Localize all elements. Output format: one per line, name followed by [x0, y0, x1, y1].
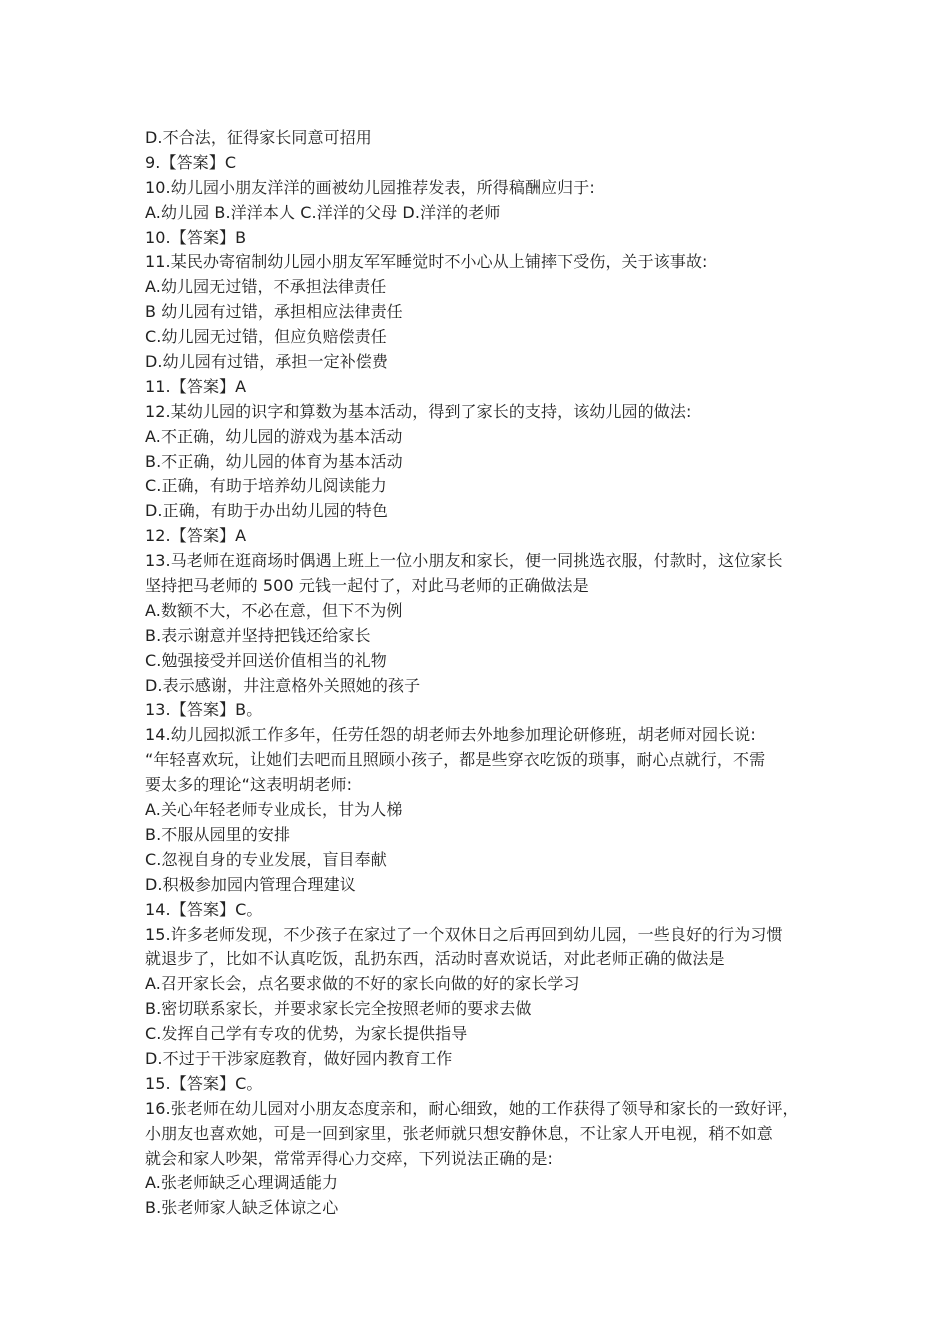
- text-line: 小朋友也喜欢她，可是一回到家里，张老师就只想安静休息，不让家人开电视，稍不如意: [145, 1123, 773, 1143]
- text-line: 就会和家人吵架，常常弄得心力交瘁，下列说法正确的是:: [145, 1148, 553, 1168]
- text-line: 就退步了，比如不认真吃饭，乱扔东西，活动时喜欢说话，对此老师正确的做法是: [145, 949, 725, 969]
- text-line: 10.【答案】B: [145, 227, 247, 247]
- text-line: A.数额不大，不必在意，但下不为例: [145, 600, 403, 620]
- text-line: B.表示谢意并坚持把钱还给家长: [145, 625, 371, 645]
- text-line: C.幼儿园无过错，但应负赔偿责任: [145, 327, 387, 347]
- text-line: 14.【答案】C。: [145, 899, 263, 919]
- text-line: 13.【答案】B。: [145, 700, 263, 720]
- text-line: 10.幼儿园小朋友洋洋的画被幼儿园推荐发表，所得稿酬应归于:: [145, 177, 595, 197]
- text-line: 坚持把马老师的 500 元钱一起付了，对此马老师的正确做法是: [145, 576, 589, 596]
- text-line: D.积极参加园内管理合理建议: [145, 874, 356, 894]
- text-line: C.勉强接受并回送价值相当的礼物: [145, 650, 387, 670]
- document-body: [145, 126, 815, 1221]
- text-line: 12.【答案】A: [145, 526, 247, 546]
- text-line: 要太多的理论“这表明胡老师:: [145, 775, 353, 795]
- text-line: C.忽视自身的专业发展，盲目奉献: [145, 849, 387, 869]
- text-line: B.不正确，幼儿园的体育为基本活动: [145, 451, 403, 471]
- text-line: 13.马老师在逛商场时偶遇上班上一位小朋友和家长，便一同挑选衣服，付款时，这位家长: [145, 551, 783, 571]
- text-line: C.发挥自己学有专攻的优势，为家长提供指导: [145, 1024, 468, 1044]
- text-line: 11.【答案】A: [145, 376, 247, 396]
- text-line: 15.许多老师发现，不少孩子在家过了一个双休日之后再回到幼儿园，一些良好的行为习惯: [145, 924, 783, 944]
- text-line: B.张老师家人缺乏体谅之心: [145, 1198, 339, 1218]
- text-line: A.不正确，幼儿园的游戏为基本活动: [145, 426, 403, 446]
- text-line: A.关心年轻老师专业成长，甘为人梯: [145, 800, 403, 820]
- text-line: 16.张老师在幼儿园对小朋友态度亲和，耐心细致，她的工作获得了领导和家长的一致好评，: [145, 1098, 799, 1118]
- text-line: 15.【答案】C。: [145, 1073, 263, 1093]
- text-line: “年轻喜欢玩，让她们去吧而且照顾小孩子，都是些穿衣吃饭的琐事，耐心点就行，不需: [145, 750, 766, 770]
- text-line: 9.【答案】C: [145, 152, 237, 172]
- text-line: A.幼儿园无过错，不承担法律责任: [145, 277, 387, 297]
- text-line: A.召开家长会，点名要求做的不好的家长向做的好的家长学习: [145, 974, 580, 994]
- text-line: C.正确，有助于培养幼儿阅读能力: [145, 476, 387, 496]
- text-line: B 幼儿园有过错，承担相应法律责任: [145, 302, 403, 322]
- text-line: D.幼儿园有过错，承担一定补偿费: [145, 352, 389, 372]
- text-line: A.张老师缺乏心理调适能力: [145, 1173, 339, 1193]
- text-line: A.幼儿园 B.洋洋本人 C.洋洋的父母 D.洋洋的老师: [145, 202, 501, 222]
- text-line: D.正确，有助于办出幼儿园的特色: [145, 501, 389, 521]
- text-line: D.不合法，征得家长同意可招用: [145, 128, 372, 147]
- text-line: 14.幼儿园拟派工作多年，任劳任怨的胡老师去外地参加理论研修班，胡老师对园长说:: [145, 725, 756, 745]
- text-line: 11.某民办寄宿制幼儿园小朋友军军睡觉时不小心从上铺摔下受伤，关于该事故:: [145, 252, 708, 272]
- text-line: D.不过于干涉家庭教育，做好园内教育工作: [145, 1048, 453, 1068]
- text-line: B.密切联系家长，并要求家长完全按照老师的要求去做: [145, 999, 532, 1019]
- text-line: 12.某幼儿园的识字和算数为基本活动，得到了家长的支持，该幼儿园的做法:: [145, 401, 692, 421]
- text-line: D.表示感谢，井注意格外关照她的孩子: [145, 675, 421, 695]
- text-line: B.不服从园里的安排: [145, 824, 291, 844]
